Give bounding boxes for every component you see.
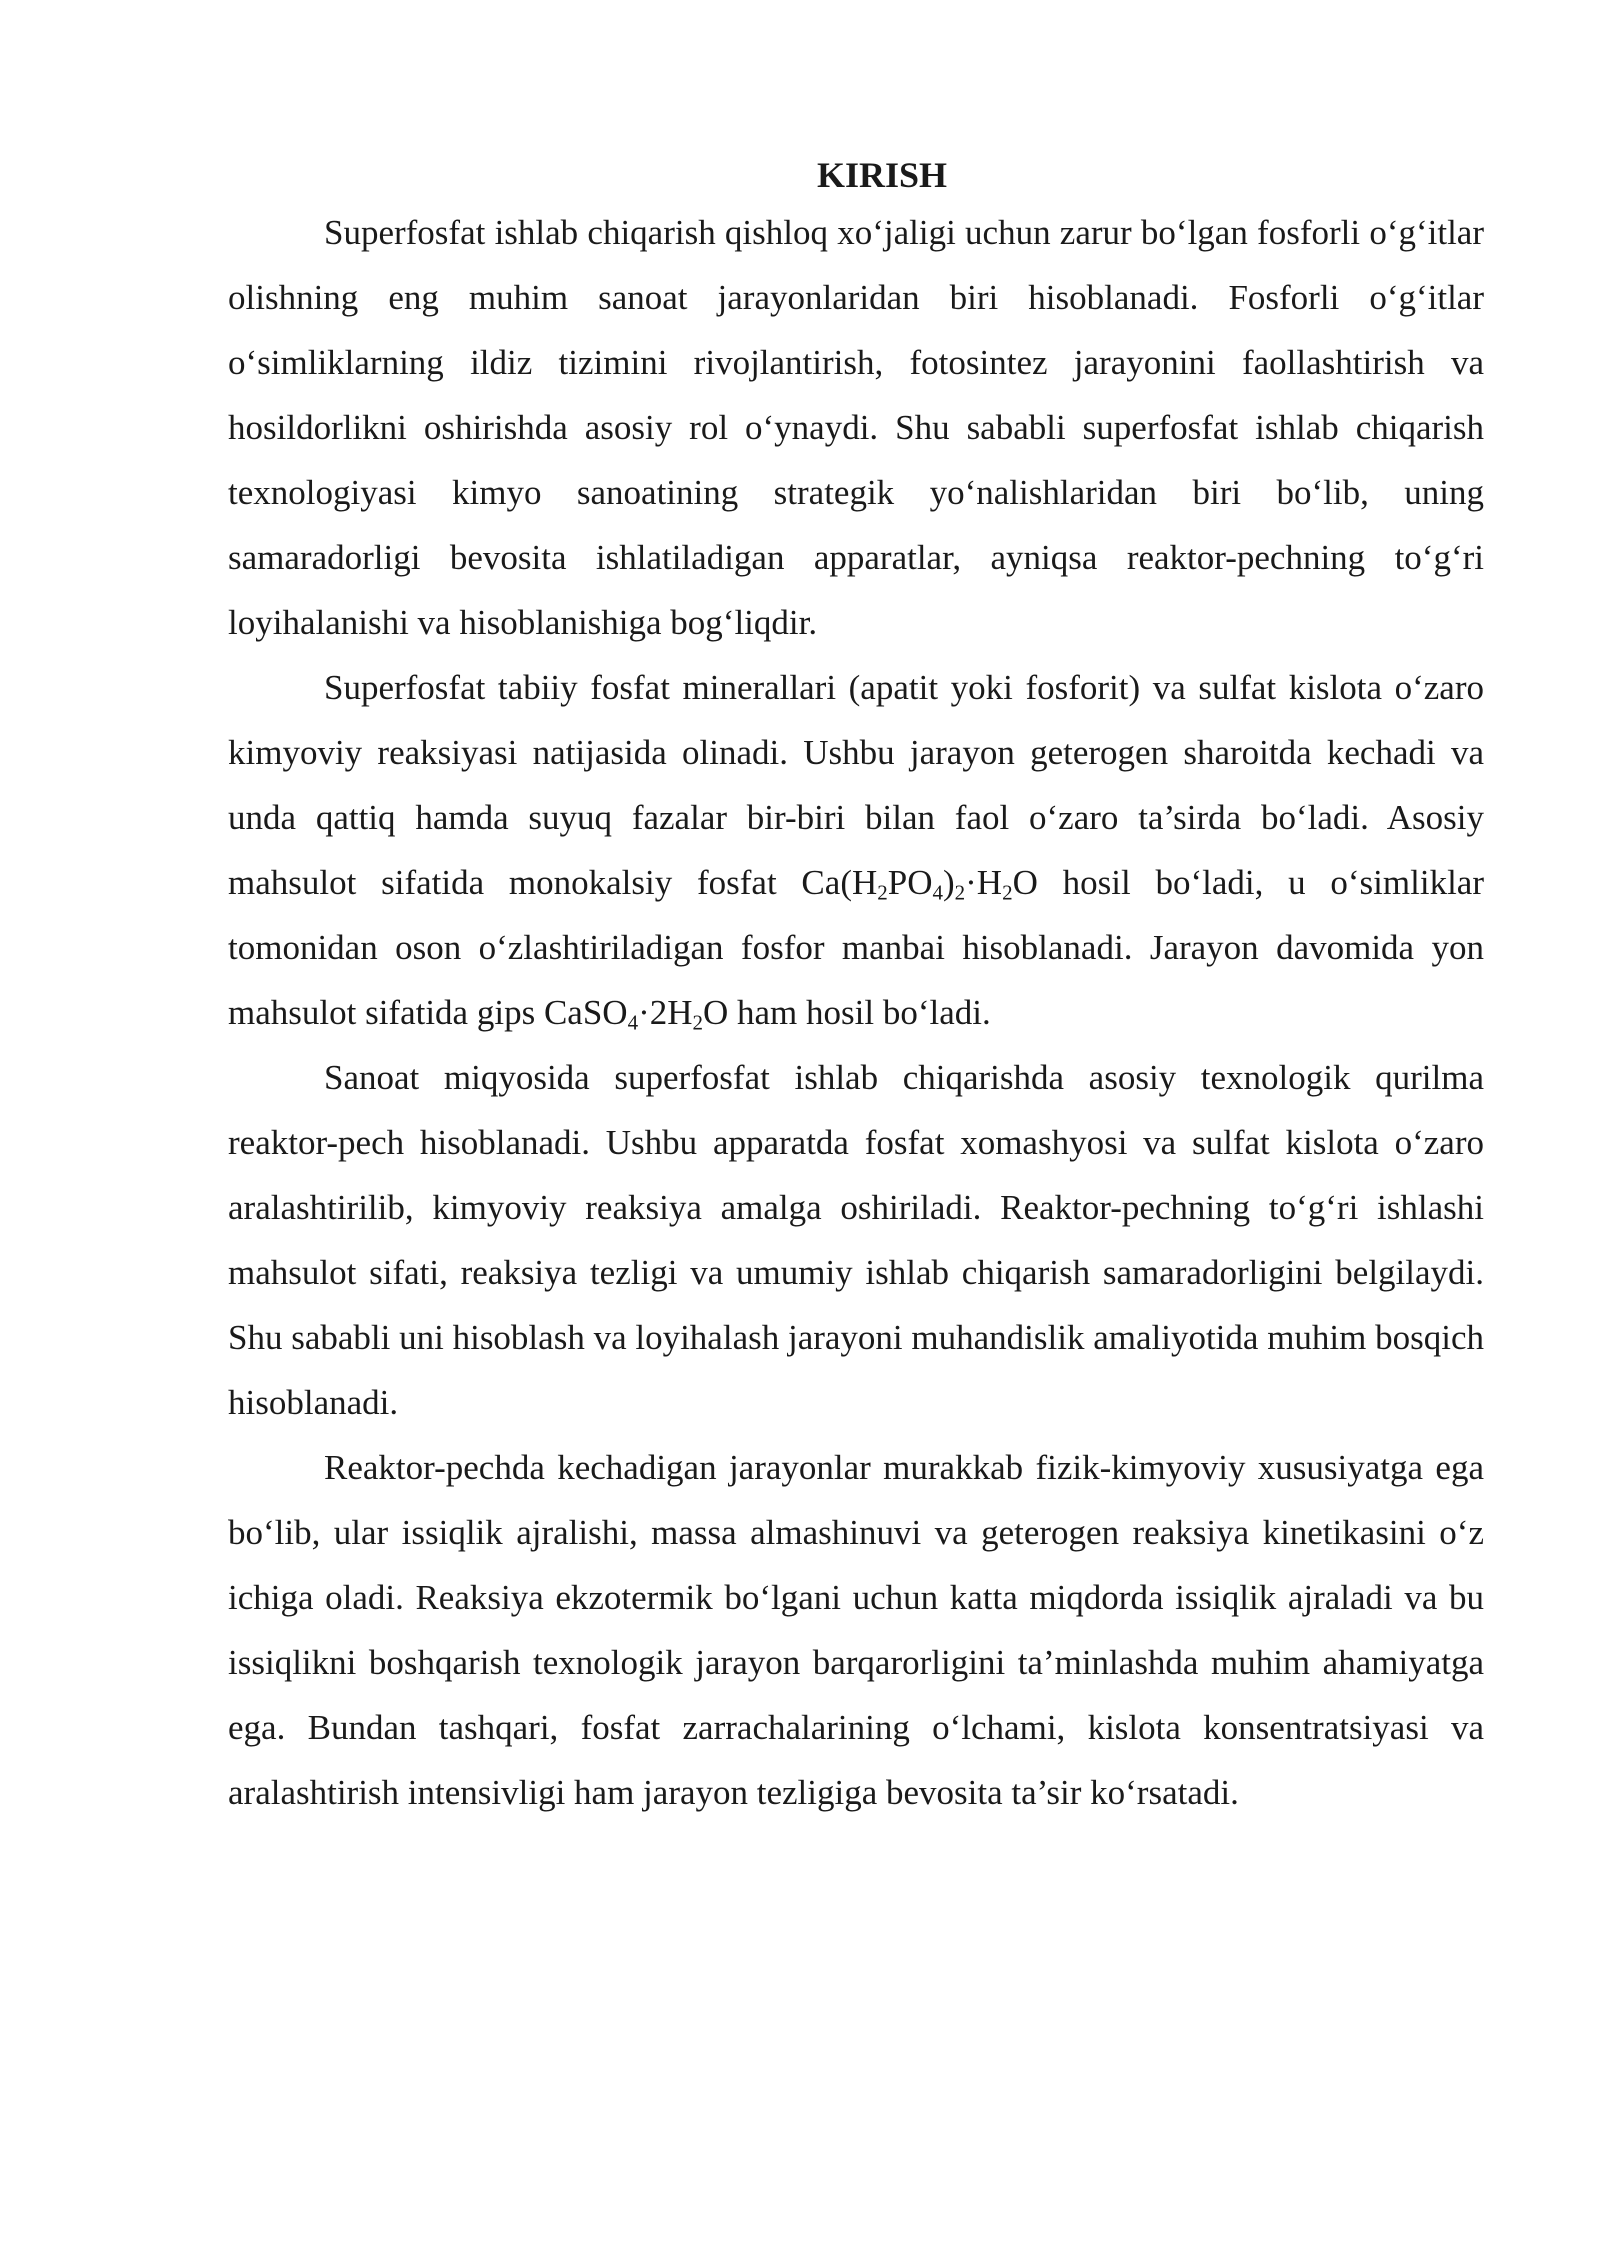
paragraph-2 xyxy=(228,655,1484,1045)
formula-subscript: 2 xyxy=(954,880,966,905)
page-title: KIRISH xyxy=(816,155,948,195)
formula-subscript: 2 xyxy=(692,1010,703,1035)
paragraph-text: ) xyxy=(943,863,955,902)
formula-subscript: 4 xyxy=(932,880,943,905)
paragraph-4 xyxy=(228,1435,1484,1825)
paragraph-1 xyxy=(228,200,1484,655)
paragraph-text: Reaktor-pechda kechadigan jarayonlar murakkab fizik-kimyoviy xususiyatga ega bo‘lib, ular issiqlik ajralishi, massa almashinuvi va geterogen reaksiya kinetikasini o‘z ichiga oladi. Reaksiya ekzotermik bo‘lgani uchun katta miqdorda issiqlik ajraladi va bu issiqlikni boshqarish texnologik jarayon barqarorligini ta’minlashda muhim ahamiyatga ega. Bundan tashqari, fosfat zarrachalarining o‘lchami, kislota konsentratsiyasi va aralashtirish intensivligi ham jarayon tezligiga bevosita ta’sir ko‘rsatadi. xyxy=(228,1448,1484,1812)
paragraph-text: Sanoat miqyosida superfosfat ishlab chiqarishda asosiy texnologik qurilma reaktor-pech hisoblanadi. Ushbu apparatda fosfat xomashyosi va sulfat kislota o‘zaro aralashtirilib, kimyoviy reaksiya amalga oshiriladi. Reaktor-pechning to‘g‘ri ishlashi mahsulot sifati, reaksiya tezligi va umumiy ishlab chiqarish samaradorligini belgilaydi. Shu sababli uni hisoblash va loyihalash jarayoni muhandislik amaliyotida muhim bosqich hisoblanadi. xyxy=(228,1058,1484,1422)
document-body xyxy=(228,150,1484,1825)
formula-subscript: 2 xyxy=(877,880,888,905)
paragraph-text: Superfosfat ishlab chiqarish qishloq xo‘jaligi uchun zarur bo‘lgan fosforli o‘g‘itlar olishning eng muhim sanoat jarayonlaridan biri hisoblanadi. Fosforli o‘g‘itlar o‘simliklarning ildiz tizimini rivojlantirish, fotosintez jarayonini faollashtirish va hosildorlikni oshirishda asosiy rol o‘ynaydi. Shu sababli superfosfat ishlab chiqarish texnologiyasi kimyo sanoatining strategik yo‘nalishlaridan biri bo‘lib, uning samaradorligi bevosita ishlatiladigan apparatlar, ayniqsa reaktor-pechning to‘g‘ri loyihalanishi va hisoblanishiga bog‘liqdir. xyxy=(228,213,1484,642)
paragraph-3 xyxy=(228,1045,1484,1435)
paragraph-text: ·2H xyxy=(638,993,693,1032)
formula-subscript: 2 xyxy=(1002,880,1013,905)
paragraph-text: ·H xyxy=(965,863,1003,902)
formula-subscript: 4 xyxy=(627,1010,639,1035)
paragraph-text: PO xyxy=(887,863,933,902)
paragraph-text: O hosil bo‘ladi, u o‘simliklar tomonidan oson o‘zlashtiriladigan fosfor manbai hisoblanadi. Jarayon davomida yon mahsulot sifatida gips CaSO xyxy=(228,863,1484,1032)
paragraph-text: Superfosfat tabiiy fosfat minerallari (apatit yoki fosforit) va sulfat kislota o‘zaro kimyoviy reaksiyasi natijasida olinadi. Ushbu jarayon geterogen sharoitda kechadi va unda qattiq hamda suyuq fazalar bir-biri bilan faol o‘zaro ta’sirda bo‘ladi. Asosiy mahsulot sifatida monokalsiy fosfat Ca(H xyxy=(228,668,1484,902)
paragraph-text: O ham hosil bo‘ladi. xyxy=(703,993,991,1032)
